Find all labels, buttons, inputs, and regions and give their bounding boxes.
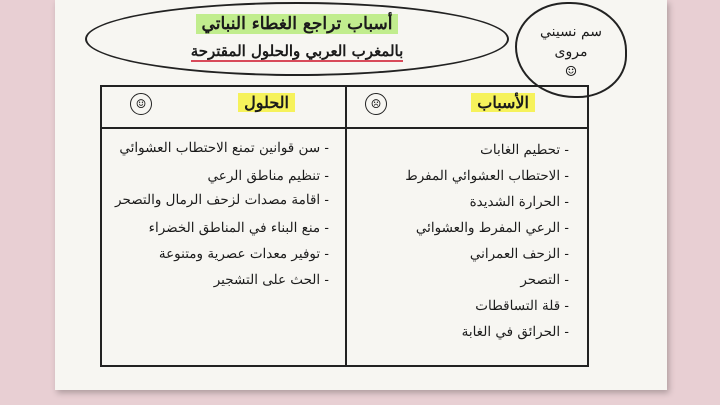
title-line-2: بالمغرب العربي والحلول المقترحة [190,42,404,60]
author-bubble [515,2,627,98]
list-item: - اقامة مصدات لزحف الرمال والتصحر [115,192,329,208]
list-item: - سن قوانين تمنع الاحتطاب العشوائي [119,140,329,156]
list-item: - الحث على التشجير [213,272,329,288]
list-item: - قلة التساقطات [475,298,569,314]
list-item: - تنظيم مناطق الرعي [207,168,329,184]
solutions-list [109,137,329,293]
sad-face-icon: ☹ [365,93,387,115]
header-divider [102,127,587,129]
list-item: - تحطيم الغابات [480,142,569,158]
smiley-icon: ☺ [564,64,578,80]
title-bubble [85,2,509,76]
list-item: - الاحتطاب العشوائي المفرط [405,168,569,184]
causes-solutions-table [100,85,589,367]
causes-list [359,137,569,345]
solutions-header: الحلول [238,93,295,112]
happy-face-icon: ☺ [130,93,152,115]
list-item: - الزحف العمراني [469,246,569,262]
author-line-2: مروى [554,44,588,60]
list-item: - التصحر [520,272,569,288]
notebook-page [55,0,667,390]
causes-header: الأسباب [471,93,535,112]
list-item: - توفير معدات عصرية ومتنوعة [158,246,329,262]
author-line-1: سم نسيني [539,24,602,40]
list-item: - الرعي المفرط والعشوائي [415,220,569,236]
title-line-1: أسباب تراجع الغطاء النباتي [196,14,399,34]
list-item: - الحرارة الشديدة [469,194,569,210]
list-item: - منع البناء في المناطق الخضراء [148,220,329,236]
list-item: - الحرائق في الغابة [461,324,569,340]
